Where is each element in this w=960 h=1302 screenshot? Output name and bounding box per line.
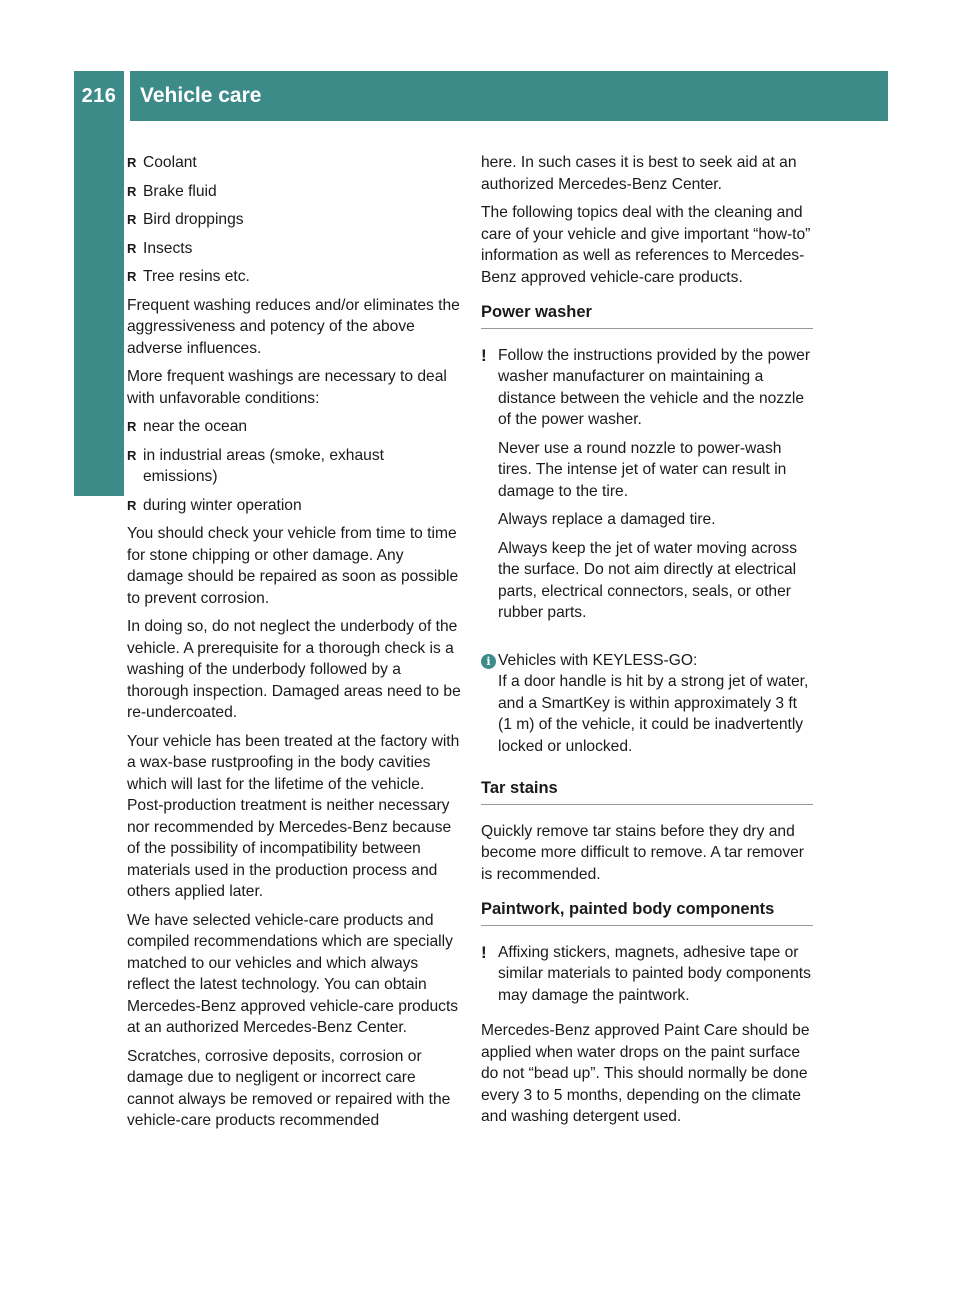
page-number: 216 [81,84,117,107]
bullet-mark: R [127,183,137,199]
warning-note [481,345,813,631]
bullet-mark: R [127,419,137,434]
list-item: R Insects [127,238,461,260]
paragraph: Your vehicle has been treated at the factory with a wax-base rustproofing in the body cavities which will last for the lifetime of the vehicle. Post-production treatment is neither necessary nor recommended by Mercedes-Benz because of the possibility of incompatibility between materials used in the production process and others applied later. [127,732,460,900]
list-item: R near the ocean [127,416,461,438]
list-item: R Bird droppings [127,209,461,231]
chapter-title: Vehicle care [140,84,262,107]
heading-power-washer: Power washer [481,302,813,329]
paragraph: We have selected vehicle-care products and compiled recommendations which are specially matched to our vehicles and which always reflect the latest technology. You can obtain Mercedes-Benz approved vehicle-care products at an authorized Mercedes-Benz Center. [127,911,459,1036]
bullet-mark: R [127,447,137,463]
paragraph: Quickly remove tar stains before they dry and become more difficult to remove. A tar remover is recommended. [481,822,804,883]
header-divider [124,71,130,121]
warning-text: Never use a round nozzle to power-wash tires. The intense jet of water can result in damage to the tire. [498,439,787,500]
heading-paintwork: Paintwork, painted body components [481,899,813,926]
paragraph: Frequent washing reduces and/or eliminates the aggressiveness and potency of the above adverse influences. [127,296,460,357]
left-column [127,152,461,1139]
bullet-mark: R [127,212,137,227]
bullet-mark: R [127,155,137,170]
warning-icon: ! [481,942,487,962]
info-icon: i [481,654,496,669]
list-item: R Tree resins etc. [127,266,461,288]
heading-tar-stains: Tar stains [481,778,813,805]
list-item: R Coolant [127,152,461,174]
info-title: Vehicles with KEYLESS-GO: [498,651,698,669]
paragraph: here. In such cases it is best to seek aid at an authorized Mercedes-Benz Center. [481,154,797,193]
paragraph: Scratches, corrosive deposits, corrosion or damage due to negligent or incorrect care cannot always be removed or repaired with the vehicle-care products recommended [127,1047,451,1129]
paragraph: The following topics deal with the cleaning and care of your vehicle and give important “how-to” information as well as references to Mercedes-Benz approved vehicle-care products. [481,204,811,286]
section-label-text: Operation [80,390,103,490]
paragraph: More frequent washings are necessary to deal with unfavorable conditions: [127,368,447,407]
right-column [481,152,813,1135]
list-item: R Brake fluid [127,181,461,203]
bullet-mark: R [127,240,137,256]
warning-text: Always replace a damaged tire. [498,511,716,528]
warning-note [481,942,813,1014]
info-note [481,650,813,765]
warning-text: Affixing stickers, magnets, adhesive tape or similar materials to painted body components may damage the paintwork. [498,943,811,1004]
warning-icon: ! [481,345,487,365]
list-item: R in industrial areas (smoke, exhaust emissions) [127,445,461,488]
paragraph: In doing so, do not neglect the underbody of the vehicle. A prerequisite for a thorough check is a washing of the underbody followed by a thorough inspection. Damaged areas need to be re-undercoated. [127,618,461,721]
bullet-mark: R [127,497,137,513]
paragraph: You should check your vehicle from time to time for stone chipping or other damage. Any damage should be repaired as soon as possible to prevent corrosion. [127,525,459,607]
warning-text: Follow the instructions provided by the power washer manufacturer on maintaining a distance between the vehicle and the nozzle of the power washer. [498,346,811,428]
info-text: If a door handle is hit by a strong jet of water, and a SmartKey is within approximately 3 ft (1 m) of the vehicle, it could be inadvertently locked or unlocked. [498,673,809,755]
paragraph: Mercedes-Benz approved Paint Care should be applied when water drops on the paint surface do not “bead up”. This should normally be done every 3 to 5 months, depending on the climate and washing detergent used. [481,1022,810,1125]
list-item: R during winter operation [127,495,461,517]
bullet-mark: R [127,269,137,284]
warning-text: Always keep the jet of water moving across the surface. Do not aim directly at electrical parts, electrical connectors, seals, or other rubber parts. [498,539,798,621]
